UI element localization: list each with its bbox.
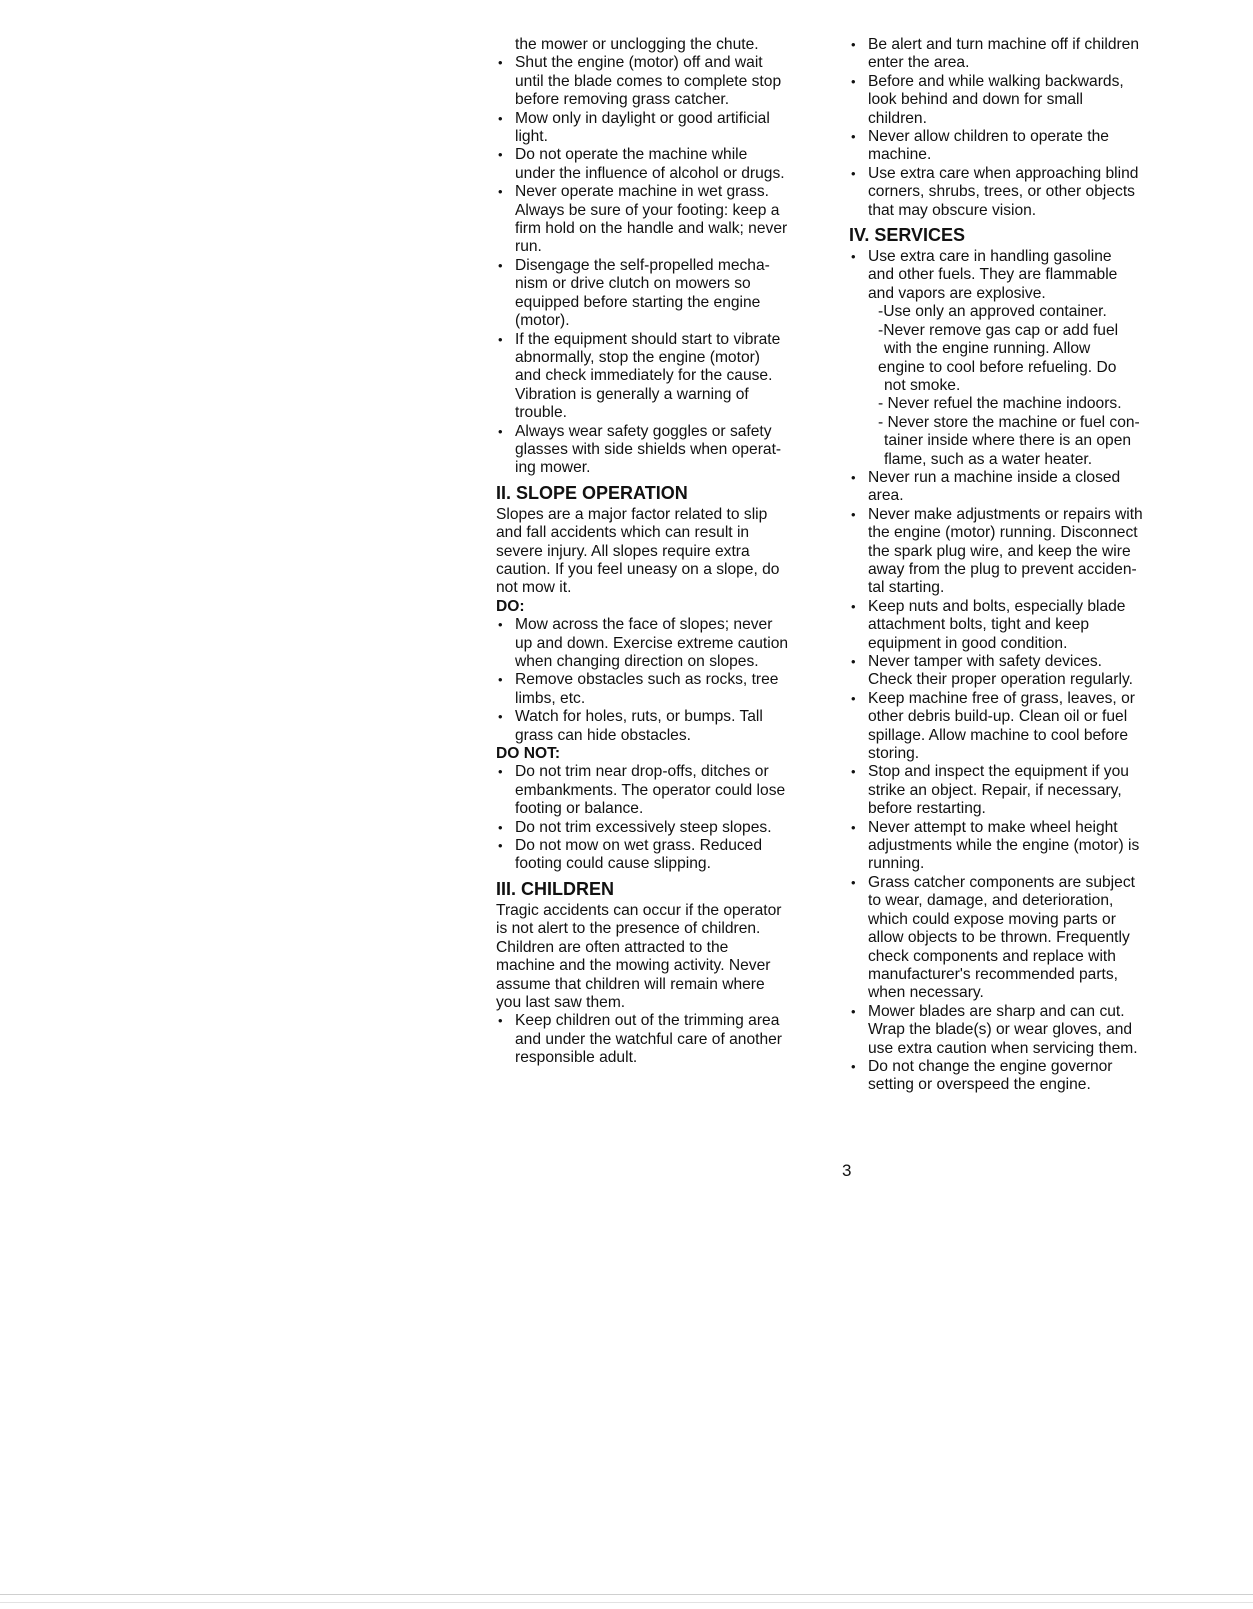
text-line: abnormally, stop the engine (motor): [515, 348, 760, 366]
text-line: storing.: [868, 745, 920, 763]
bullet-line: • Disengage the self-propelled mecha-: [496, 257, 840, 275]
bullet-line: • Do not mow on wet grass. Reduced: [496, 837, 840, 855]
bullet-line: • Do not change the engine governor: [849, 1058, 1194, 1076]
paragraph-line: Children are often attracted to the: [496, 938, 729, 956]
paragraph-line: you last saw them.: [496, 993, 626, 1011]
bullet-line: • Never operate machine in wet grass.: [496, 183, 840, 201]
section-heading: IV. SERVICES: [849, 225, 966, 246]
sub-item-line: - Never refuel the machine indoors.: [878, 395, 1122, 413]
bullet-line: • Use extra care when approaching blind: [849, 165, 1194, 183]
sub-item-line: flame, such as a water heater.: [884, 450, 1093, 468]
text-line: allow objects to be thrown. Frequently: [868, 929, 1130, 947]
bullet-line: • Always wear safety goggles or safety: [496, 423, 840, 441]
text-line: other debris build-up. Clean oil or fuel: [868, 708, 1128, 726]
sub-item-line: not smoke.: [884, 376, 961, 394]
text-line: corners, shrubs, trees, or other objects: [868, 183, 1135, 201]
scan-edge-line: [0, 1602, 1253, 1603]
text-line: setting or overspeed the engine.: [868, 1076, 1091, 1094]
text-line: before removing grass catcher.: [515, 91, 730, 109]
text-line: use extra caution when servicing them.: [868, 1039, 1138, 1057]
text-line: embankments. The operator could lose: [515, 781, 786, 799]
bullet-line: • Shut the engine (motor) off and wait: [496, 54, 840, 72]
sub-item-line: engine to cool before refueling. Do: [878, 358, 1117, 376]
bullet-line: • Mow across the face of slopes; never: [496, 616, 840, 634]
bullet-line: • Remove obstacles such as rocks, tree: [496, 671, 840, 689]
bullet-line: • Mow only in daylight or good artificial: [496, 110, 840, 128]
text-line: Check their proper operation regularly.: [868, 671, 1133, 689]
text-line: responsible adult.: [515, 1049, 638, 1067]
text-line: check components and replace with: [868, 947, 1116, 965]
text-line: and vapors are explosive.: [868, 284, 1046, 302]
text-line: area.: [868, 487, 904, 505]
text-line: the engine (motor) running. Disconnect: [868, 524, 1138, 542]
text-line: ing mower.: [515, 459, 591, 477]
sub-item-line: - Never store the machine or fuel con-: [878, 413, 1140, 431]
paragraph-line: not mow it.: [496, 579, 572, 597]
text-line: and check immediately for the cause.: [515, 367, 773, 385]
text-line: until the blade comes to complete stop: [515, 72, 782, 90]
sub-item-line: -Never remove gas cap or add fuel: [878, 321, 1119, 339]
text-line: manufacturer's recommended parts,: [868, 965, 1118, 983]
text-line: that may obscure vision.: [868, 201, 1037, 219]
text-line: the spark plug wire, and keep the wire: [868, 542, 1131, 560]
sub-item-line: tainer inside where there is an open: [884, 432, 1132, 450]
bullet-line: • Keep children out of the trimming area: [496, 1012, 840, 1030]
text-line: strike an object. Repair, if necessary,: [868, 781, 1122, 799]
bullet-line: • If the equipment should start to vibrate: [496, 331, 840, 349]
text-line: to wear, damage, and deterioration,: [868, 892, 1114, 910]
bullet-line: • Stop and inspect the equipment if you: [849, 763, 1194, 781]
scan-edge-line: [0, 1594, 1253, 1595]
text-line: when necessary.: [868, 984, 984, 1002]
text-line: tal starting.: [868, 579, 945, 597]
text-line: before restarting.: [868, 800, 986, 818]
text-line: spillage. Allow machine to cool before: [868, 726, 1129, 744]
bullet-line: • Before and while walking backwards,: [849, 73, 1194, 91]
bullet-line: • Never run a machine inside a closed: [849, 469, 1194, 487]
section-heading: III. CHILDREN: [496, 878, 615, 899]
bullet-line: • Mower blades are sharp and can cut.: [849, 1003, 1194, 1021]
bullet-line: • Use extra care in handling gasoline: [849, 248, 1194, 266]
text-line: footing or balance.: [515, 800, 644, 818]
left-column: [496, 36, 840, 1068]
text-line: light.: [515, 128, 548, 146]
text-line: run.: [515, 238, 542, 256]
text-line: nism or drive clutch on mowers so: [515, 275, 751, 293]
text-line: children.: [868, 109, 927, 127]
paragraph-line: Slopes are a major factor related to slip: [496, 505, 768, 523]
page-number: 3: [842, 1161, 852, 1180]
text-line: attachment bolts, tight and keep: [868, 616, 1090, 634]
bullet-line: • Never tamper with safety devices.: [849, 653, 1194, 671]
text-line: limbs, etc.: [515, 689, 586, 707]
text-line: enter the area.: [868, 54, 970, 72]
sub-item-line: with the engine running. Allow: [884, 340, 1091, 358]
text-line: running.: [868, 855, 925, 873]
text-line: Wrap the blade(s) or wear gloves, and: [868, 1021, 1133, 1039]
text-line: and under the watchful care of another: [515, 1030, 783, 1048]
text-line: look behind and down for small: [868, 91, 1083, 109]
text-line: under the influence of alcohol or drugs.: [515, 164, 785, 182]
paragraph-line: caution. If you feel uneasy on a slope, do: [496, 560, 780, 578]
bullet-line: • Do not operate the machine while: [496, 146, 840, 164]
bullet-line: • Keep machine free of grass, leaves, or: [849, 690, 1194, 708]
paragraph-line: assume that children will remain where: [496, 975, 765, 993]
text-line: firm hold on the handle and walk; never: [515, 220, 788, 238]
paragraph-line: and fall accidents which can result in: [496, 524, 750, 542]
text-line: away from the plug to prevent acciden-: [868, 560, 1137, 578]
sub-item-line: -Use only an approved container.: [878, 303, 1107, 321]
text-line: when changing direction on slopes.: [515, 653, 759, 670]
text-line: trouble.: [515, 404, 568, 422]
text-line: adjustments while the engine (motor) is: [868, 837, 1140, 855]
text-line: equipped before starting the engine: [515, 293, 761, 311]
text-line: glasses with side shields when operat-: [515, 440, 782, 458]
bullet-line: • Be alert and turn machine off if children: [849, 36, 1194, 54]
paragraph-line: severe injury. All slopes require extra: [496, 542, 750, 560]
text-line: up and down. Exercise extreme caution: [515, 634, 789, 652]
text-line: machine.: [868, 146, 932, 164]
text-line: Always be sure of your footing: keep a: [515, 201, 780, 219]
bullet-line: • Never attempt to make wheel height: [849, 819, 1194, 837]
right-column: [849, 36, 1194, 1095]
text-line: grass can hide obstacles.: [515, 726, 691, 744]
bullet-line: • Watch for holes, ruts, or bumps. Tall: [496, 708, 840, 726]
text-line: equipment in good condition.: [868, 634, 1068, 652]
text-line: which could expose moving parts or: [868, 910, 1116, 928]
text-line: Vibration is generally a warning of: [515, 385, 749, 403]
text-line: (motor).: [515, 312, 570, 330]
text-line: footing could cause slipping.: [515, 855, 711, 873]
bullet-line: • Never allow children to operate the: [849, 128, 1194, 146]
paragraph-line: machine and the mowing activity. Never: [496, 957, 771, 975]
bullet-line: • Never make adjustments or repairs with: [849, 506, 1194, 524]
bullet-line: • Keep nuts and bolts, especially blade: [849, 598, 1194, 616]
paragraph-line: is not alert to the presence of children.: [496, 920, 761, 938]
section-heading: II. SLOPE OPERATION: [496, 482, 688, 503]
subheading: DO:: [496, 597, 525, 615]
subheading: DO NOT:: [496, 745, 561, 763]
text-line: the mower or unclogging the chute.: [515, 36, 759, 53]
bullet-line: • Grass catcher components are subject: [849, 874, 1194, 892]
bullet-line: • Do not trim excessively steep slopes.: [496, 819, 840, 837]
text-line: and other fuels. They are flammable: [868, 266, 1118, 284]
bullet-line: • Do not trim near drop-offs, ditches or: [496, 763, 840, 781]
paragraph-line: Tragic accidents can occur if the operator: [496, 901, 782, 919]
